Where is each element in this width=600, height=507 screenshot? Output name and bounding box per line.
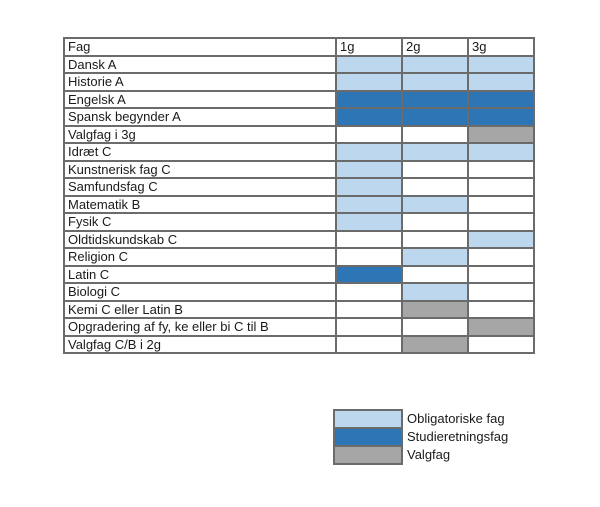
legend-item [334, 410, 509, 428]
year-cell-1g [336, 301, 402, 319]
table-row [64, 213, 534, 231]
year-cell-3g [468, 283, 534, 301]
subject-name: Kunstnerisk fag C [64, 161, 336, 179]
subject-name: Oldtidskundskab C [64, 231, 336, 249]
year-cell-3g [468, 73, 534, 91]
year-cell-1g [336, 248, 402, 266]
subject-name: Historie A [64, 73, 336, 91]
header-year-3g: 3g [468, 38, 534, 56]
table-row [64, 266, 534, 284]
year-cell-3g [468, 108, 534, 126]
year-cell-1g [336, 213, 402, 231]
table-row [64, 126, 534, 144]
year-cell-1g [336, 126, 402, 144]
header-subject: Fag [64, 38, 336, 56]
legend [333, 409, 510, 465]
year-cell-1g [336, 108, 402, 126]
year-cell-2g [402, 196, 468, 214]
table-row [64, 196, 534, 214]
year-cell-1g [336, 266, 402, 284]
subject-schedule-table [63, 37, 535, 354]
subject-name: Biologi C [64, 283, 336, 301]
table-row [64, 248, 534, 266]
table-row [64, 73, 534, 91]
year-cell-3g [468, 196, 534, 214]
subject-name: Engelsk A [64, 91, 336, 109]
table-row [64, 161, 534, 179]
year-cell-3g [468, 178, 534, 196]
table-row [64, 108, 534, 126]
year-cell-2g [402, 91, 468, 109]
year-cell-1g [336, 196, 402, 214]
subject-name: Spansk begynder A [64, 108, 336, 126]
year-cell-2g [402, 143, 468, 161]
table-row [64, 143, 534, 161]
year-cell-1g [336, 143, 402, 161]
legend-body [334, 410, 509, 464]
subject-name: Opgradering af fy, ke eller bi C til B [64, 318, 336, 336]
year-cell-1g [336, 283, 402, 301]
table-row [64, 178, 534, 196]
legend-label: Valgfag [407, 447, 451, 462]
year-cell-1g [336, 73, 402, 91]
year-cell-2g [402, 161, 468, 179]
legend-swatch [334, 428, 402, 446]
year-cell-2g [402, 178, 468, 196]
year-cell-1g [336, 318, 402, 336]
year-cell-3g [468, 248, 534, 266]
year-cell-3g [468, 266, 534, 284]
year-cell-3g [468, 318, 534, 336]
year-cell-1g [336, 161, 402, 179]
year-cell-3g [468, 56, 534, 74]
subject-name: Valgfag C/B i 2g [64, 336, 336, 354]
year-cell-2g [402, 231, 468, 249]
table-header-row [64, 38, 534, 56]
legend-item [334, 428, 509, 446]
legend-label: Studieretningsfag [407, 429, 509, 444]
year-cell-1g [336, 56, 402, 74]
year-cell-3g [468, 301, 534, 319]
table-row [64, 283, 534, 301]
subject-name: Idræt C [64, 143, 336, 161]
year-cell-2g [402, 126, 468, 144]
table-row [64, 336, 534, 354]
year-cell-1g [336, 336, 402, 354]
year-cell-3g [468, 91, 534, 109]
year-cell-1g [336, 231, 402, 249]
table-row [64, 56, 534, 74]
year-cell-2g [402, 336, 468, 354]
year-cell-3g [468, 143, 534, 161]
legend-item [334, 446, 509, 464]
year-cell-2g [402, 283, 468, 301]
year-cell-2g [402, 108, 468, 126]
subject-name: Matematik B [64, 196, 336, 214]
year-cell-2g [402, 266, 468, 284]
year-cell-3g [468, 213, 534, 231]
year-cell-2g [402, 213, 468, 231]
year-cell-1g [336, 178, 402, 196]
table-row [64, 91, 534, 109]
year-cell-2g [402, 56, 468, 74]
header-year-1g: 1g [336, 38, 402, 56]
year-cell-3g [468, 161, 534, 179]
year-cell-2g [402, 73, 468, 91]
table-body [64, 56, 534, 354]
year-cell-2g [402, 318, 468, 336]
subject-name: Samfundsfag C [64, 178, 336, 196]
year-cell-3g [468, 336, 534, 354]
legend-swatch [334, 446, 402, 464]
table-row [64, 231, 534, 249]
year-cell-3g [468, 231, 534, 249]
table-row [64, 301, 534, 319]
subject-name: Kemi C eller Latin B [64, 301, 336, 319]
subject-name: Dansk A [64, 56, 336, 74]
year-cell-1g [336, 91, 402, 109]
subject-name: Valgfag i 3g [64, 126, 336, 144]
legend-swatch [334, 410, 402, 428]
subject-name: Fysik C [64, 213, 336, 231]
subject-name: Latin C [64, 266, 336, 284]
subject-name: Religion C [64, 248, 336, 266]
year-cell-3g [468, 126, 534, 144]
year-cell-2g [402, 301, 468, 319]
header-year-2g: 2g [402, 38, 468, 56]
table-row [64, 318, 534, 336]
legend-label: Obligatoriske fag [407, 411, 505, 426]
year-cell-2g [402, 248, 468, 266]
